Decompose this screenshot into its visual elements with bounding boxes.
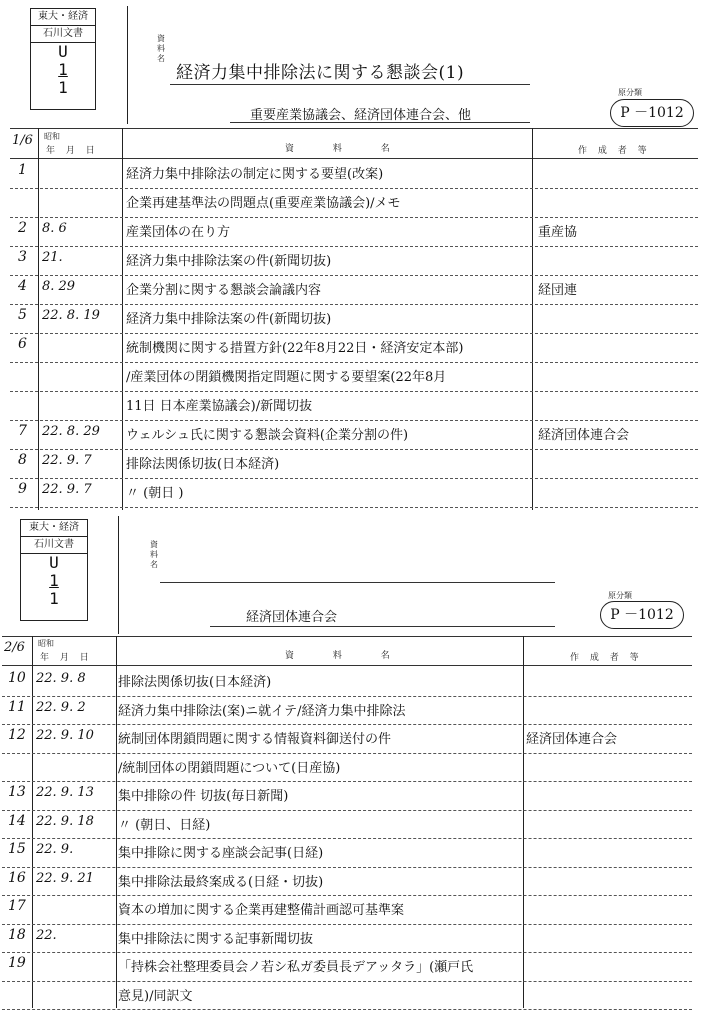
row-author: 重産協 [538,225,578,240]
table-row [2,725,692,754]
lower-col-date-era: 昭和 [38,639,54,648]
table-row [10,276,698,305]
row-title: /産業団体の閉鎖機関指定問題に関する要望案(22年8月 [126,370,447,385]
row-title: 集中排除法に関する記事新聞切抜 [118,931,314,947]
lower-subtitle-underline [210,626,555,627]
upper-class-label: 原分類 [618,88,642,97]
table-row [10,363,698,392]
row-date: 8. 6 [42,221,67,236]
lower-class-number: P －1012 [600,601,684,629]
upper-col-date-era: 昭和 [44,132,60,141]
table-row [2,982,692,1011]
table-row [2,953,692,982]
row-title: 企業再建基準法の問題点(重要産業協議会)/メモ [126,196,401,211]
table-row [2,754,692,783]
table-row [10,450,698,479]
row-number: 1 [18,162,27,178]
row-date: 22. 9. 8 [36,671,86,686]
row-author: 経済団体連合会 [526,732,618,747]
lower-title-underline [160,582,555,583]
row-title: 集中排除の件 切抜(毎日新聞) [118,789,289,804]
table-row [2,868,692,897]
row-number: 11 [8,698,26,715]
archive-stamp-upper [30,8,96,110]
table-row [2,925,692,954]
row-number: 8 [18,452,27,468]
row-rule [10,507,698,508]
table-row [2,697,692,726]
row-number: 16 [8,869,26,886]
row-title: /統制団体の閉鎖問題について(日産協) [118,760,341,776]
row-number: 15 [8,841,26,857]
stamp-university: 東大・経済 [21,520,87,537]
row-number: 12 [8,727,26,743]
stamp-collection: 石川文書 [31,26,95,43]
upper-col-date: 年 月 日 [46,146,99,156]
upper-subtitle: 重要産業協議会、経済団体連合会、他 [250,108,472,123]
stamp-mark-2: 1 [49,589,59,608]
row-number: 7 [18,423,27,439]
row-number: 6 [18,336,27,352]
row-date: 21. [42,250,63,265]
row-date: 22. 9. 18 [36,813,94,829]
stamp-mark-2: 1 [58,78,68,97]
stamp-mark-1: 1 [49,571,59,590]
upper-sheet-number: 1/6 [12,133,33,148]
lower-col-title: 資 料 名 [285,651,408,661]
stamp-mark-u: U [49,553,59,572]
stamp-university: 東大・経済 [31,9,95,26]
upper-left-vertical-rule [127,6,128,124]
upper-kind-label: 資料名 [157,34,165,63]
row-number: 3 [18,249,27,265]
row-date: 22. 9. 10 [36,728,94,743]
row-date: 22. 9. 7 [42,482,92,497]
lower-header-bottom-rule [2,665,692,666]
upper-header-bottom-rule [10,158,698,159]
lower-col-author: 作 成 者 等 [570,653,643,663]
table-row [2,782,692,811]
row-date: 22. 8. 19 [42,308,100,323]
row-number: 10 [8,670,26,686]
table-row [10,189,698,218]
table-row [10,421,698,450]
row-number: 9 [18,481,27,497]
row-title: 経済力集中排除法(案)ニ就イテ/経済力集中排除法 [118,703,406,719]
row-number: 2 [18,220,27,236]
stamp-mark-u: U [58,42,68,61]
row-date: 22. 9. 21 [36,870,94,886]
lower-kind-label: 資料名 [150,540,158,569]
table-row [2,811,692,840]
row-author: 経済団体連合会 [538,428,630,443]
row-title: 産業団体の在り方 [126,225,231,240]
row-title: 経済力集中排除法案の件(新聞切抜) [126,254,332,269]
row-date: 22. 9. 7 [42,453,92,468]
row-title: 排除法関係切抜(日本経済) [118,675,272,690]
row-rule [2,1009,692,1010]
lower-class-label: 原分類 [608,591,632,600]
row-number: 19 [8,955,26,971]
row-date: 8. 29 [42,279,76,294]
table-row [10,305,698,334]
table-row [2,668,692,697]
upper-document-title: 経済力集中排除法に関する懇談会(1) [176,63,465,83]
lower-left-vertical-rule [118,516,119,634]
row-title: 統制機関に関する措置方針(22年8月22日・経済安定本部) [126,341,464,356]
row-date: 22. 8. 29 [42,424,100,439]
row-title: 集中排除法最終案成る(日経・切抜) [118,874,324,890]
row-title: 排除法関係切抜(日本経済) [126,457,280,472]
archive-stamp-lower [20,519,88,621]
table-row [10,218,698,247]
table-row [10,247,698,276]
upper-title-underline [170,84,530,85]
upper-header-top-rule [10,128,698,129]
row-date: 22. 9. 2 [36,699,86,715]
row-number: 18 [8,926,26,943]
row-title: 「持株会社整理委員会ノ若シ私ガ委員長デアッタラ」(瀬戸氏 [118,960,474,975]
upper-subtitle-underline [230,122,530,123]
table-row [10,334,698,363]
row-author: 経団連 [538,283,578,298]
row-title: 11日 日本産業協議会)/新聞切抜 [126,399,313,414]
row-title: 集中排除に関する座談会記事(日経) [118,846,324,861]
row-title: 資本の増加に関する企業再建整備計画認可基準案 [118,903,405,918]
row-title: 意見)/同訳文 [118,988,193,1004]
row-date: 22. 9. 13 [36,785,94,800]
table-row [2,839,692,868]
row-title: 企業分割に関する懇談会論議内容 [126,283,322,298]
row-date: 22. 9. [36,842,74,857]
table-row [10,392,698,421]
table-row [10,160,698,189]
row-number: 17 [8,898,26,914]
row-number: 13 [8,784,26,800]
row-title: 〃 (朝日 ) [126,486,184,501]
stamp-mark-1: 1 [58,60,68,79]
row-title: ウェルシュ氏に関する懇談会資料(企業分割の件) [126,428,409,443]
row-number: 4 [18,278,27,294]
row-title: 統制団体閉鎖問題に関する情報資料御送付の件 [118,732,392,747]
lower-sheet-number: 2/6 [4,640,25,655]
upper-col-author: 作 成 者 等 [578,146,651,156]
table-row [10,479,698,508]
upper-class-number: P －1012 [610,99,694,127]
table-row [2,896,692,925]
row-date: 22. [36,927,57,943]
row-title: 経済力集中排除法の制定に関する要望(改案) [126,167,384,182]
row-title: 経済力集中排除法案の件(新聞切抜) [126,312,332,327]
row-number: 14 [8,812,26,829]
lower-col-date: 年 月 日 [40,653,93,663]
row-title: 〃 (朝日、日経) [118,817,211,833]
row-number: 5 [18,307,27,323]
lower-subtitle: 経済団体連合会 [246,610,338,625]
stamp-collection: 石川文書 [21,537,87,554]
upper-col-title: 資 料 名 [285,144,408,154]
lower-header-top-rule [2,636,692,637]
